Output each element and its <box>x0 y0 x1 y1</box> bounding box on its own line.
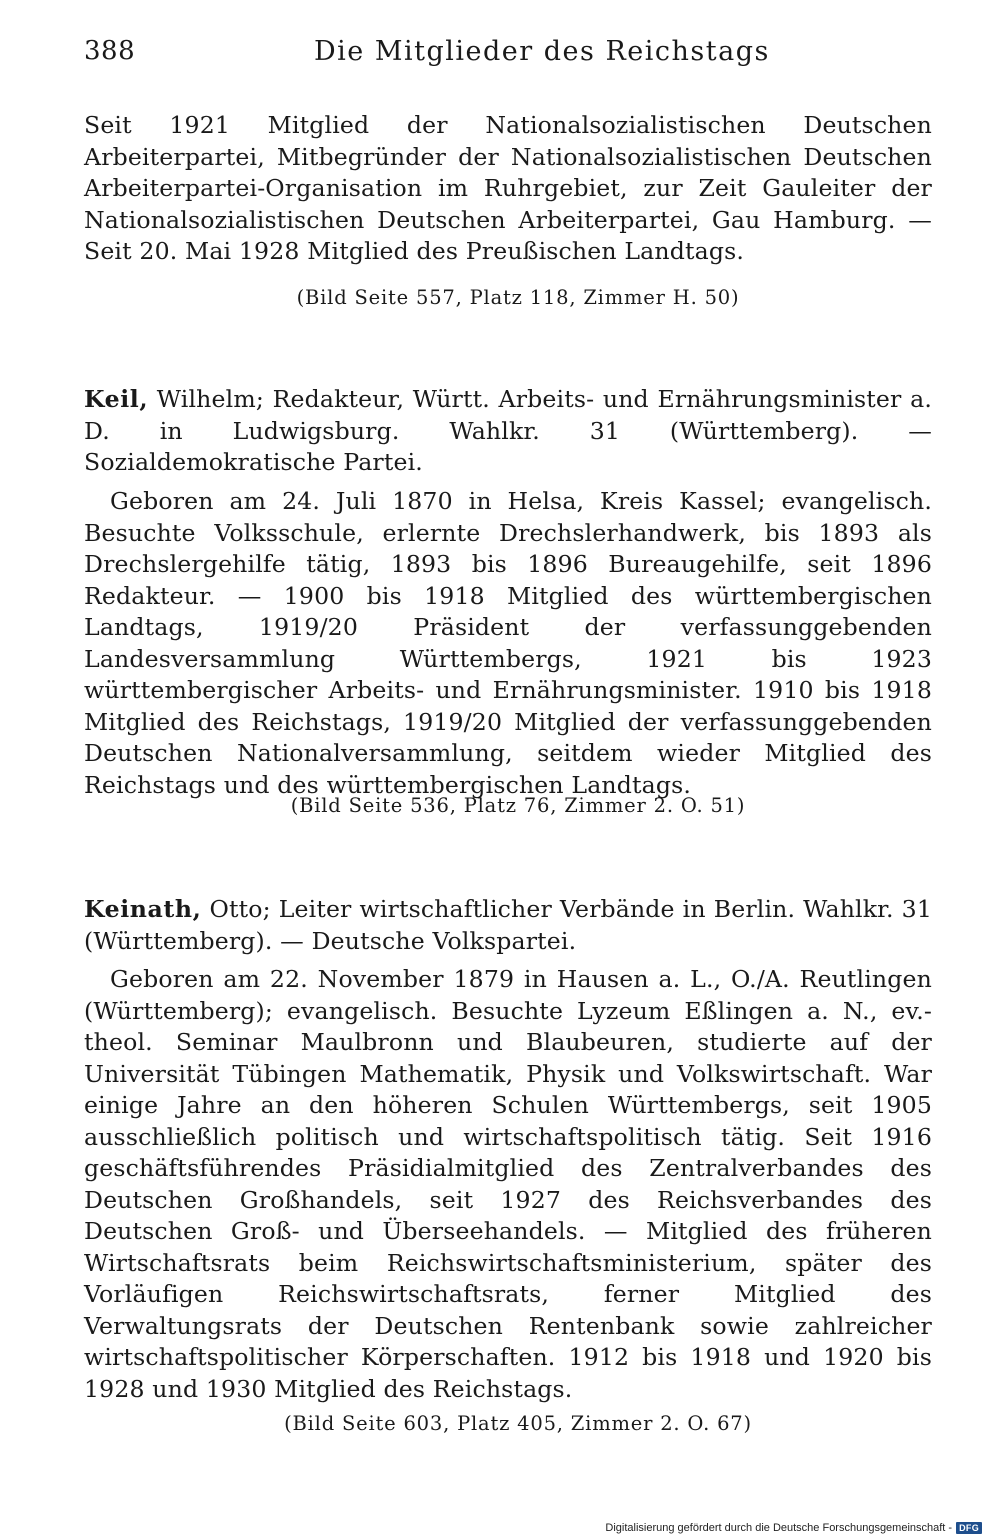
page-number: 388 <box>84 36 136 66</box>
keinath-caption <box>0 1412 1000 1435</box>
digitization-footer <box>605 1522 982 1534</box>
page-header <box>84 36 934 76</box>
keinath-entry-heading <box>84 894 932 957</box>
footer-credit-text: Digitalisierung gefördert durch die Deutsche Forschungsgemeinschaft - <box>605 1522 953 1534</box>
keil-intro: Wilhelm; Redakteur, Württ. Arbeits- und Ernährungsminister a. D. in Ludwigsburg. Wahlkr. 31 (Württemberg). — Sozialdemokratische Partei. <box>84 385 932 476</box>
running-title: Die Mitglieder des Reichstags <box>314 36 770 67</box>
keil-caption <box>0 794 1000 817</box>
keil-caption-text: (Bild Seite 536, Platz 76, Zimmer 2. O. 51) <box>290 794 746 817</box>
keil-surname: Keil, <box>84 385 149 413</box>
keinath-caption-text: (Bild Seite 603, Platz 405, Zimmer 2. O. 67) <box>284 1412 752 1435</box>
keinath-intro: Otto; Leiter wirtschaftlicher Verbände in Berlin. Wahlkr. 31 (Württemberg). — Deutsche Volkspartei. <box>84 895 932 955</box>
keinath-surname: Keinath, <box>84 895 202 923</box>
prev-entry-caption-text: (Bild Seite 557, Platz 118, Zimmer H. 50) <box>296 286 740 309</box>
keil-biography: Geboren am 24. Juli 1870 in Helsa, Kreis Kassel; evangelisch. Besuchte Volksschule, erlernte Drechslerhandwerk, bis 1893 als Drechslergehilfe tätig, 1893 bis 1896 Bureaugehilfe, seit 1896 Redakteur. — 1900 bis 1918 Mitglied des württembergischen Landtags, 1919/20 Präsident der verfassunggebenden Landesversammlung Württembergs, 1921 bis 1923 württembergischer Arbeits- und Ernährungsminister. 1910 bis 1918 Mitglied des Reichstags, 1919/20 Mitglied der verfassunggebenden Deutschen Nationalversammlung, seitdem wieder Mitglied des Reichstags und des württembergischen Landtags. <box>84 487 932 799</box>
prev-entry-text: Seit 1921 Mitglied der Nationalsozialistischen Deutschen Arbeiterpartei, Mitbegründer der Nationalsozialistischen Deutschen Arbeiterpartei-Organisation im Ruhrgebiet, zur Zeit Gauleiter der Nationalsozialistischen Deutschen Arbeiterpartei, Gau Hamburg. — Seit 20. Mai 1928 Mitglied des Preußischen Landtags. <box>84 111 932 265</box>
keil-entry-heading <box>84 384 932 479</box>
prev-entry-caption <box>0 286 1000 309</box>
keinath-biography: Geboren am 22. November 1879 in Hausen a. L., O./A. Reutlingen (Württemberg); evangelisch. Besuchte Lyzeum Eßlingen a. N., ev.-theol. Seminar Maulbronn und Blaubeuren, studierte auf der Universität Tübingen Mathematik, Physik und Volkswirtschaft. War einige Jahre an den höheren Schulen Württembergs, seit 1905 ausschließlich politisch und wirtschaftspolitisch tätig. Seit 1916 geschäftsführendes Präsidialmitglied des Zentralverbandes des Deutschen Großhandels, seit 1927 des Reichsverbandes des Deutschen Groß- und Überseehandels. — Mitglied des früheren Wirtschaftsrats beim Reichswirtschaftsministerium, später des Vorläufigen Reichswirtschaftsrats, ferner Mitglied des Verwaltungsrats der Deutschen Rentenbank sowie zahlreicher wirtschaftspolitischer Körperschaften. 1912 bis 1918 und 1920 bis 1928 und 1930 Mitglied des Reichstags. <box>84 965 932 1403</box>
dfg-logo-icon: DFG <box>956 1522 982 1534</box>
